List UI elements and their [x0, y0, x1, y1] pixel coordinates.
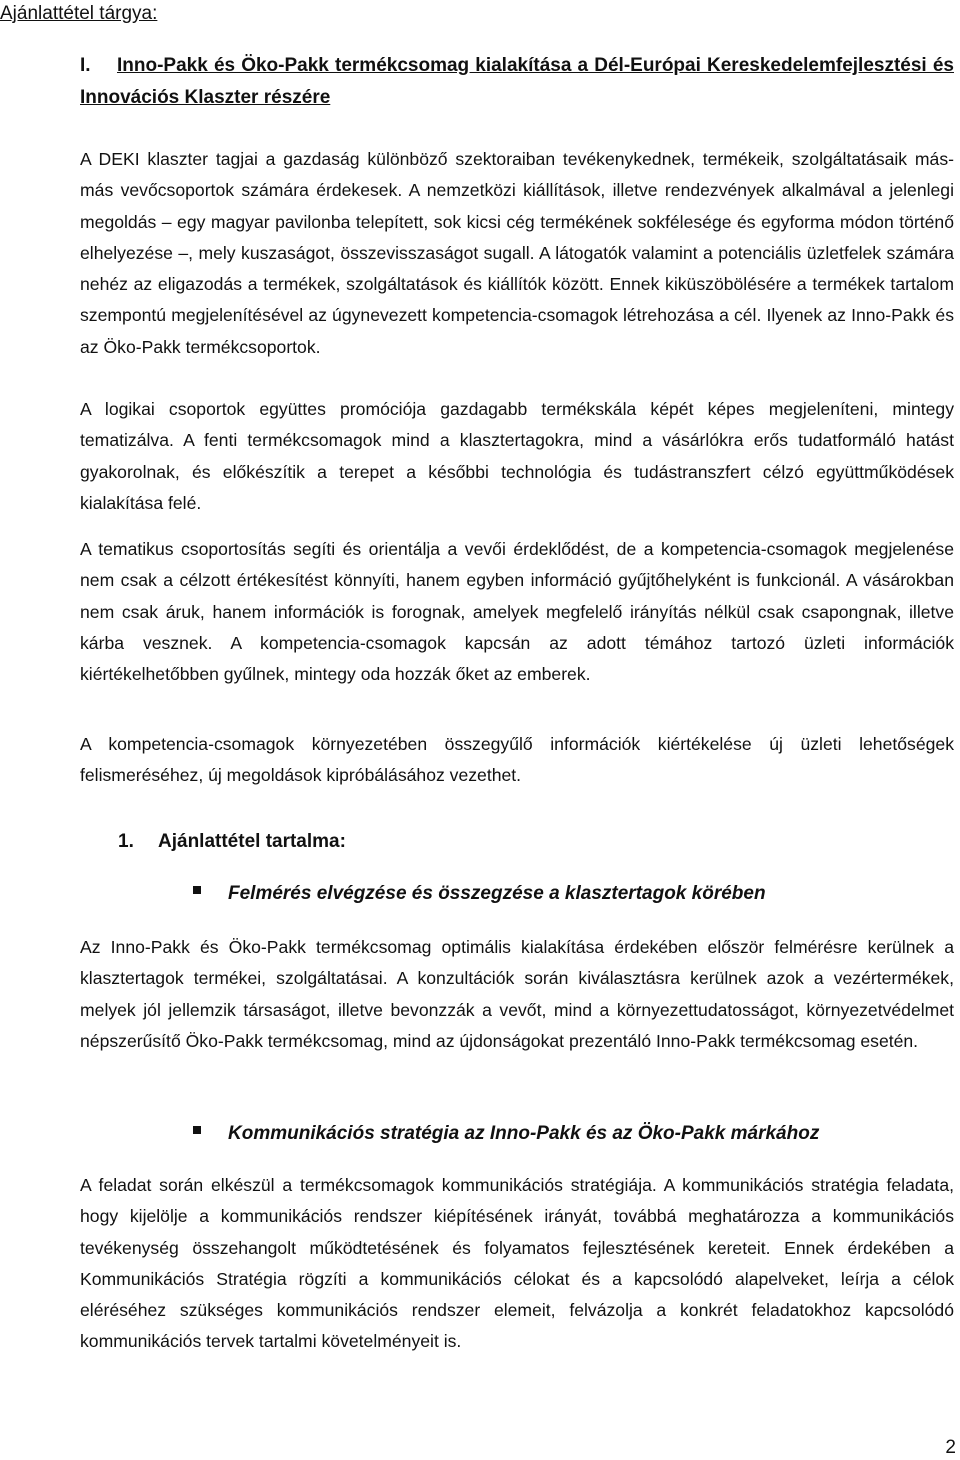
bullet-square-icon	[193, 886, 201, 894]
paragraph-thematic: A tematikus csoportosítás segíti és orientálja a vevői érdeklődést, de a kompetencia-csomagok megjelenése nem csak a célzott értékesítést könnyíti, hanem egyben információ gyűjtőhelyként is funkcionál. A vásárokban nem csak áruk, hanem információk is forognak, amelyek megfelelő irányítás nélkül csak csapongnak, illetve kárba vesznek. A kompetencia-csomagok kapcsán az adott témához tartozó üzleti információk kiértékelhetőbben gyűlnek, mintegy oda hozzák őket az emberek.	[80, 539, 954, 685]
offer-subject-heading: Ajánlattétel tárgya:	[0, 3, 158, 24]
bullet-square-icon	[193, 1126, 201, 1134]
content-number: 1.	[118, 831, 134, 852]
paragraph-intro: A DEKI klaszter tagjai a gazdaság különböző szektoraiban tevékenykednek, termékeik, szolgáltatásaik más-más vevőcsoportok számára érdekesek. A nemzetközi kiállítások, illetve rendezvények alkalmával a jelenlegi megoldás – egy magyar pavilonba telepített, sok kicsi cég termékének sokfélesége és egyforma módon történő elhelyezése –, mely kuszaságot, összevisszaságot sugall. A látogatók valamint a potenciális üzletfelek számára nehéz az eligazodás a termékek, szolgáltatások és kiállítók között. Ennek kiküszöbölésére a termékek tartalom szempontú megjelenítésével az úgynevezett kompetencia-csomagok létrehozása a cél. Ilyenek az Inno-Pakk és az Öko-Pakk termékcsoportok.	[80, 149, 954, 357]
paragraph-strategy: A feladat során elkészül a termékcsomagok kommunikációs stratégiája. A kommunikációs stratégia feladata, hogy kijelölje a kommunikációs rendszer kiépítésének irányát, továbbá meghatározza a kommunikációs tevékenység összehangolt működtetésének és folyamatos fejlesztésének kereteit. Ennek érdekében a Kommunikációs Stratégia rögzíti a kommunikációs célokat és a kapcsolódó alapelveket, leírja a célok eléréséhez szükséges kommunikációs rendszer elemeit, felvázolja a konkrét feladatokhoz kapcsolódó kommunikációs tervek tartalmi követelményeit is.	[80, 1175, 954, 1352]
section-number: I.	[80, 55, 91, 76]
section-heading	[80, 50, 954, 114]
paragraph-environment: A kompetencia-csomagok környezetében összegyűlő információk kiértékelése új üzleti lehetőségek felismeréséhez, új megoldások kipróbálásához vezethet.	[80, 734, 954, 786]
content-title: Ajánlattétel tartalma:	[158, 831, 346, 852]
paragraph-logic: A logikai csoportok együttes promóciója gazdagabb termékskála képét képes megjeleníteni, mintegy tematizálva. A fenti termékcsomagok mind a klasztertagokra, mind a vásárlókra erős tudatformáló hatást gyakorolnak, és előkészítik a terepet a későbbi technológia és tudástranszfert célzó együttműködések kialakítása felé.	[80, 399, 954, 513]
bullet-heading-strategy: Kommunikációs stratégia az Inno-Pakk és az Öko-Pakk márkához	[228, 1123, 820, 1144]
paragraph-survey: Az Inno-Pakk és Öko-Pakk termékcsomag optimális kialakítása érdekében először felmérésre kerülnek a klasztertagok termékei, szolgáltatásai. A konzultációk során kiválasztásra kerülnek azok a vezértermékek, melyek jól jellemzik társaságot, illetve bevonzzák a vevőt, mind a környezettudatosságot, környezetvédelmet népszerűsítő Öko-Pakk termékcsomag, mind az újdonságokat prezentáló Inno-Pakk termékcsomag esetén.	[80, 937, 954, 1051]
section-title: Inno-Pakk és Öko-Pakk termékcsomag kialakítása a Dél-Európai Kereskedelemfejlesztési és Innovációs Klaszter részére	[80, 55, 954, 108]
bullet-heading-survey: Felmérés elvégzése és összegzése a klasztertagok körében	[228, 883, 766, 904]
page-number: 2	[945, 1437, 956, 1458]
content-heading	[80, 826, 346, 858]
